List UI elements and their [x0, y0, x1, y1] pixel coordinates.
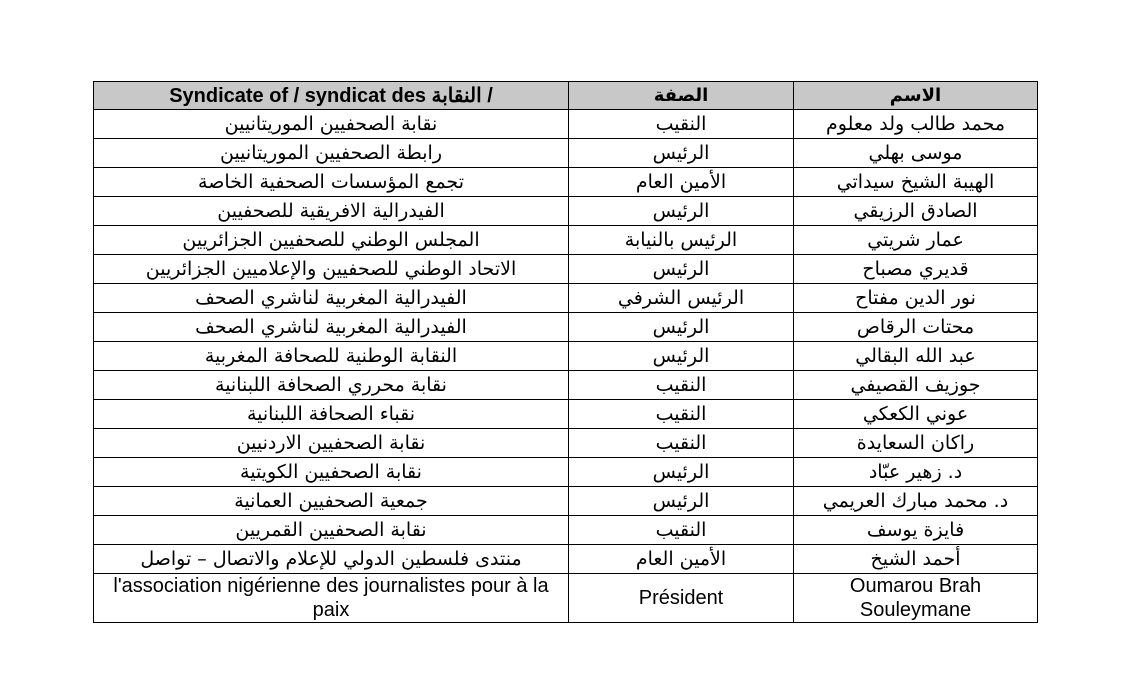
- name-cell: الصادق الرزيقي: [794, 197, 1038, 226]
- syndicate-cell: تجمع المؤسسات الصحفية الخاصة: [94, 168, 569, 197]
- name-cell: راكان السعايدة: [794, 429, 1038, 458]
- syndicate-cell: الفيدرالية المغربية لناشري الصحف: [94, 284, 569, 313]
- table-row: [94, 110, 1038, 139]
- syndicate-cell: نقابة الصحفيين القمريين: [94, 516, 569, 545]
- name-cell: عبد الله البقالي: [794, 342, 1038, 371]
- position-cell: النقيب: [569, 371, 794, 400]
- table-row: [94, 284, 1038, 313]
- syndicate-column-header: Syndicate of / syndicat des النقابة /: [94, 82, 569, 110]
- name-cell: قديري مصباح: [794, 255, 1038, 284]
- table-row: [94, 429, 1038, 458]
- table-header-row: [94, 82, 1038, 110]
- name-cell: د. زهير عبّاد: [794, 458, 1038, 487]
- position-cell: النقيب: [569, 400, 794, 429]
- table-row: [94, 371, 1038, 400]
- syndicate-cell: الاتحاد الوطني للصحفيين والإعلاميين الجزائريين: [94, 255, 569, 284]
- syndicate-cell: جمعية الصحفيين العمانية: [94, 487, 569, 516]
- table-row: [94, 255, 1038, 284]
- syndicate-cell: نقابة الصحفيين الموريتانيين: [94, 110, 569, 139]
- table-row: [94, 226, 1038, 255]
- name-cell: عوني الكعكي: [794, 400, 1038, 429]
- syndicate-cell: l'association nigérienne des journalistes pour à la paix: [94, 574, 569, 623]
- name-cell: عمار شريتي: [794, 226, 1038, 255]
- syndicate-cell: نقابة الصحفيين الاردنيين: [94, 429, 569, 458]
- table-row: [94, 342, 1038, 371]
- position-cell: Président: [569, 574, 794, 623]
- name-cell: محمد طالب ولد معلوم: [794, 110, 1038, 139]
- name-column-header: الاسم: [794, 82, 1038, 110]
- table-row: [94, 139, 1038, 168]
- position-cell: النقيب: [569, 516, 794, 545]
- table-row: [94, 574, 1038, 623]
- table-row: [94, 545, 1038, 574]
- syndicate-cell: نقابة محرري الصحافة اللبنانية: [94, 371, 569, 400]
- name-cell: الهيبة الشيخ سيداتي: [794, 168, 1038, 197]
- table-row: [94, 400, 1038, 429]
- name-cell: د. محمد مبارك العريمي: [794, 487, 1038, 516]
- name-cell: Oumarou Brah Souleymane: [794, 574, 1038, 623]
- position-cell: الرئيس الشرفي: [569, 284, 794, 313]
- syndicate-cell: المجلس الوطني للصحفيين الجزائريين: [94, 226, 569, 255]
- table-row: [94, 458, 1038, 487]
- name-cell: موسى بهلي: [794, 139, 1038, 168]
- position-cell: الرئيس: [569, 313, 794, 342]
- position-cell: النقيب: [569, 429, 794, 458]
- name-cell: نور الدين مفتاح: [794, 284, 1038, 313]
- members-table: [93, 81, 1038, 623]
- name-cell: فايزة يوسف: [794, 516, 1038, 545]
- position-cell: الرئيس: [569, 342, 794, 371]
- name-cell: أحمد الشيخ: [794, 545, 1038, 574]
- table-row: [94, 487, 1038, 516]
- position-cell: الرئيس: [569, 255, 794, 284]
- position-cell: الرئيس بالنيابة: [569, 226, 794, 255]
- name-cell: محتات الرقاص: [794, 313, 1038, 342]
- name-cell: جوزيف القصيفي: [794, 371, 1038, 400]
- table-row: [94, 168, 1038, 197]
- position-column-header: الصفة: [569, 82, 794, 110]
- syndicate-cell: نقابة الصحفيين الكويتية: [94, 458, 569, 487]
- table-row: [94, 313, 1038, 342]
- position-cell: الرئيس: [569, 139, 794, 168]
- syndicate-cell: منتدى فلسطين الدولي للإعلام والاتصال – تواصل: [94, 545, 569, 574]
- position-cell: النقيب: [569, 110, 794, 139]
- position-cell: الرئيس: [569, 458, 794, 487]
- syndicate-cell: الفيدرالية الافريقية للصحفيين: [94, 197, 569, 226]
- syndicate-cell: رابطة الصحفيين الموريتانيين: [94, 139, 569, 168]
- position-cell: الأمين العام: [569, 168, 794, 197]
- position-cell: الرئيس: [569, 487, 794, 516]
- syndicate-cell: النقابة الوطنية للصحافة المغربية: [94, 342, 569, 371]
- table-row: [94, 516, 1038, 545]
- position-cell: الأمين العام: [569, 545, 794, 574]
- position-cell: الرئيس: [569, 197, 794, 226]
- syndicate-cell: الفيدرالية المغربية لناشري الصحف: [94, 313, 569, 342]
- table-row: [94, 197, 1038, 226]
- syndicate-cell: نقباء الصحافة اللبنانية: [94, 400, 569, 429]
